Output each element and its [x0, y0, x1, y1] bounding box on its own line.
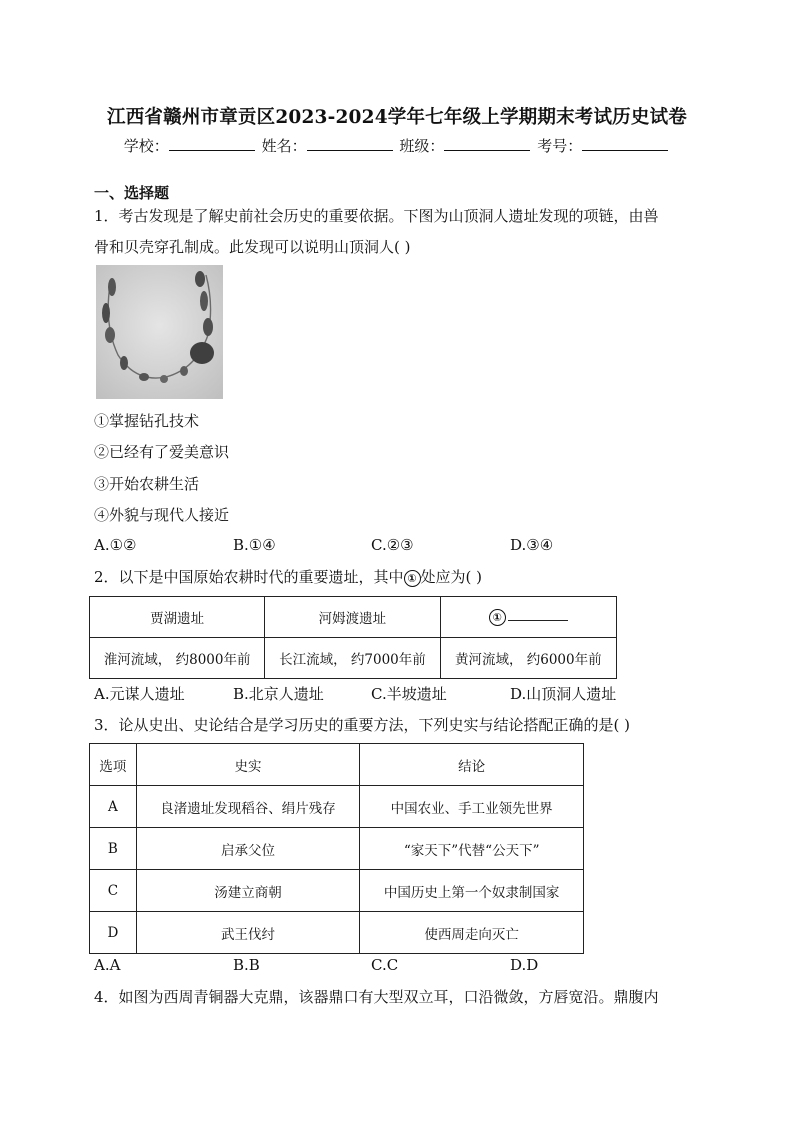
q2-option-b[interactable]: B.北京人遗址 — [233, 685, 324, 703]
q3-fact-table — [89, 743, 584, 954]
q1-option-b[interactable]: B.①④ — [233, 536, 276, 554]
q3-option-b[interactable]: B.B — [233, 956, 260, 974]
q2-cell: 贾湖遗址 — [90, 597, 265, 638]
q3-cell: C — [90, 870, 137, 912]
page-title: 江西省赣州市章贡区2023-2024学年七年级上学期期末考试历史试卷 — [107, 107, 687, 128]
class-label: 班级： — [399, 137, 445, 155]
name-label: 姓名： — [261, 137, 307, 155]
q2-option-c[interactable]: C.半坡遗址 — [371, 685, 447, 703]
exam-number-blank[interactable] — [582, 136, 668, 151]
q2-stem-text: 2．以下是中国原始农耕时代的重要遗址，其中 — [94, 568, 404, 586]
q2-option-a[interactable]: A.元谋人遗址 — [94, 685, 185, 703]
exam-number-label: 考号： — [537, 137, 583, 155]
q3-cell: 使西周走向灭亡 — [360, 912, 584, 954]
necklace-photo — [96, 265, 223, 399]
table-row — [90, 912, 584, 954]
student-info-line — [0, 135, 794, 156]
q2-cell-blank — [440, 597, 616, 638]
q3-option-a[interactable]: A.A — [94, 956, 121, 974]
table-row — [90, 870, 584, 912]
q2-stem-mark: ① — [404, 570, 421, 587]
q1-statement-4: ④外貌与现代人接近 — [94, 506, 230, 524]
q4-stem-line1: 4．如图为西周青铜器大克鼎，该器鼎口有大型双立耳，口沿微敛，方唇宽沿。鼎腹内 — [94, 988, 659, 1006]
q3-cell: 中国历史上第一个奴隶制国家 — [360, 870, 584, 912]
class-blank[interactable] — [444, 136, 530, 151]
q2-cell: 黄河流域， 约6000年前 — [440, 638, 616, 679]
table-row — [90, 638, 617, 679]
q2-blank-mark: ① — [489, 609, 506, 626]
q3-cell: D — [90, 912, 137, 954]
q2-sites-table — [89, 596, 617, 679]
q2-blank-line — [508, 608, 568, 621]
q3-cell: “家天下”代替“公天下” — [360, 828, 584, 870]
q1-option-c[interactable]: C.②③ — [371, 536, 414, 554]
q2-stem-end: 处应为( ) — [420, 568, 483, 586]
q3-header: 选项 — [90, 744, 137, 786]
q1-stem-line1: 1．考古发现是了解史前社会历史的重要依据。下图为山顶洞人遗址发现的项链，由兽 — [94, 207, 659, 225]
q2-cell: 长江流域， 约7000年前 — [265, 638, 440, 679]
school-blank[interactable] — [169, 136, 255, 151]
q3-cell: 良渚遗址发现稻谷、绢片残存 — [136, 786, 360, 828]
q1-statement-1: ①掌握钻孔技术 — [94, 412, 200, 430]
q2-option-d[interactable]: D.山顶洞人遗址 — [510, 685, 617, 703]
q3-header: 史实 — [136, 744, 360, 786]
q3-cell: 汤建立商朝 — [136, 870, 360, 912]
q2-cell: 淮河流域， 约8000年前 — [90, 638, 265, 679]
school-label: 学校： — [123, 137, 169, 155]
q1-stem-line2: 骨和贝壳穿孔制成。此发现可以说明山顶洞人( ) — [94, 238, 411, 256]
table-row — [90, 786, 584, 828]
q3-cell: 武王伐纣 — [136, 912, 360, 954]
table-row — [90, 744, 584, 786]
q3-option-c[interactable]: C.C — [371, 956, 399, 974]
q3-cell: B — [90, 828, 137, 870]
q3-option-d[interactable]: D.D — [510, 956, 539, 974]
q1-option-d[interactable]: D.③④ — [510, 536, 554, 554]
q3-cell: 启承父位 — [136, 828, 360, 870]
q1-statement-2: ②已经有了爱美意识 — [94, 443, 230, 461]
q2-cell: 河姆渡遗址 — [265, 597, 440, 638]
table-row — [90, 597, 617, 638]
q1-option-a[interactable]: A.①② — [94, 536, 137, 554]
q2-stem — [94, 566, 482, 587]
name-blank[interactable] — [307, 136, 393, 151]
q3-header: 结论 — [360, 744, 584, 786]
q3-cell: A — [90, 786, 137, 828]
q3-cell: 中国农业、手工业领先世界 — [360, 786, 584, 828]
section-heading: 一、选择题 — [94, 184, 170, 202]
table-row — [90, 828, 584, 870]
q1-statement-3: ③开始农耕生活 — [94, 475, 200, 493]
q3-stem: 3．论从史出、史论结合是学习历史的重要方法，下列史实与结论搭配正确的是( ) — [94, 716, 631, 734]
